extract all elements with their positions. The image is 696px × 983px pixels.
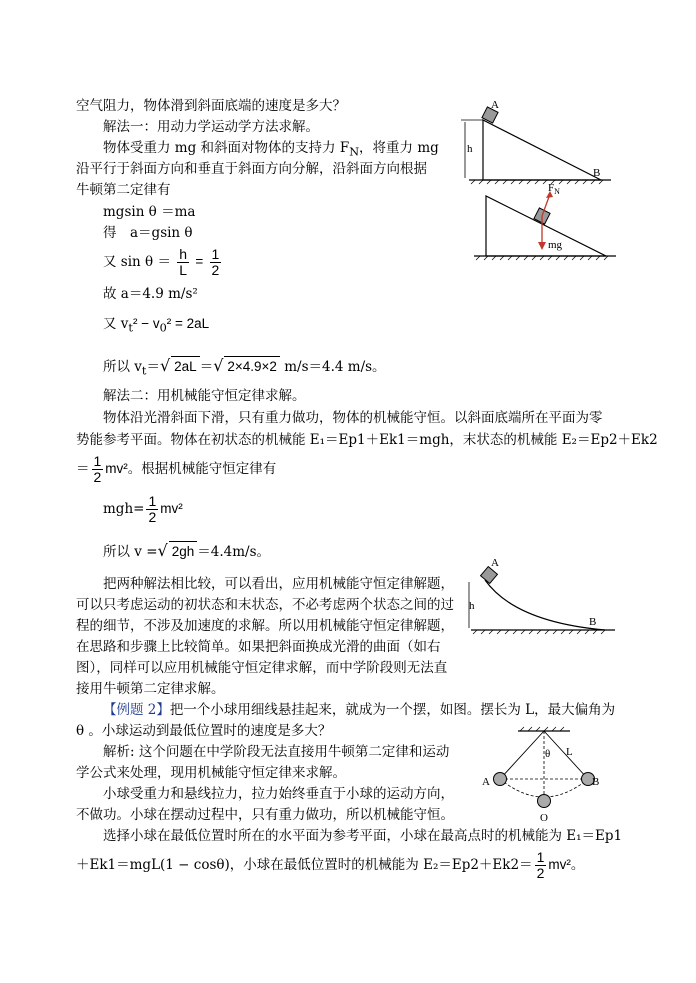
label-h: h [469,600,475,612]
text-span: ＋Ek1＝mgL(1 − cosθ)，小球在最低位置时的机械能为 E₂＝Ep2＋Ek2＝ [76,857,533,873]
text-span: 。 [570,857,585,873]
text-line: 牛顿第二定律有 [76,182,171,198]
text-span: ＝ [146,359,160,375]
text-line: 图），同样可以应用机械能守恒定律求解，而中学阶段则无法直 [76,660,448,676]
numerator: 1 [536,849,545,865]
pendulum-figure [470,723,620,823]
equation-1: mgsin θ ＝ma [103,204,196,220]
radical-sign: √ [159,356,171,375]
equation-2: 得 a＝gsin θ [103,225,193,241]
label-L: L [566,746,573,758]
text-line [76,848,584,882]
text-span: ＝ [76,461,90,477]
text-line: 学公式来处理，现用机械能守恒定律来求解。 [76,765,346,781]
subscript: N [349,145,360,159]
incline-figure [455,96,615,188]
example-2-line [103,700,615,720]
ground-hatch [476,256,608,260]
text-span: ² − v [132,316,160,331]
numerator: 1 [148,493,157,509]
fraction [535,850,547,881]
subscript: t [128,321,133,335]
denominator: L [179,262,188,278]
denominator: 2 [148,509,157,525]
block [481,567,498,584]
denominator: 2 [93,469,102,485]
text-line [76,452,276,486]
text-line: 沿平行于斜面方向和垂直于斜面方向分解，沿斜面方向根据 [76,161,427,177]
text-span: = [195,254,204,269]
label-B: B [593,167,601,179]
equation-8 [103,541,270,562]
label-FN: $F_N$ [548,182,560,196]
radicand: 2×4.9×2 [224,356,280,377]
label-B: B [589,616,597,628]
label-theta: θ [545,748,551,760]
text-line: 物体沿光滑斜面下滑，只有重力做功，物体的机械能守恒。以斜面底端所在平面为零 [103,410,603,426]
ball-A [494,773,507,786]
curve-path [485,580,605,630]
numerator: h [179,246,188,262]
text-line: 接用牛顿第二定律求解。 [76,681,225,697]
text-span: ＝4.4m/s。 [197,544,271,560]
text-line: 小球受重力和悬线拉力，拉力始终垂直于小球的运动方向， [103,786,454,802]
text-span: ，将重力 mg [359,140,439,156]
text-span: 物体受重力 mg 和斜面对物体的支持力 F [103,140,350,156]
text-line: 可以只考虑运动的初状态和末状态，不必考虑两个状态之间的过 [76,597,454,613]
fraction [146,494,158,525]
radicand: 2gh [169,541,198,562]
numerator: 1 [211,246,220,262]
label-mg: mg [548,239,563,251]
label-O: O [540,812,548,823]
text-line: 解析: 这个问题在中学阶段无法直接用牛顿第二定律和运动 [103,744,450,760]
text-line: 空气阻力，物体滑到斜面底端的速度是多大？ [76,98,346,114]
text-span: 所以 v = [103,544,158,560]
text-line: 不做功。小球在摆动过程中，只有重力做功，所以机械能守恒。 [76,807,454,823]
text-line: 解法二：用机械能守恒定律求解。 [103,388,306,404]
text-span: mgh= [103,501,145,517]
text-line: 在思路和步骤上比较简单。如果把斜面换成光滑的曲面（如右 [76,639,441,655]
ball-O [538,795,551,808]
radicand: 2aL [171,356,200,377]
text-span: mv² [105,461,128,476]
text-line: θ 。小球运动到最低位置时的速度是多大？ [76,723,332,739]
label-A: A [482,776,490,788]
subscript: 0 [159,321,167,335]
text-line: 解法一：用动力学运动学方法求解。 [103,119,319,135]
equation-7 [103,492,183,526]
incline-triangle [483,120,601,180]
fraction [92,454,104,485]
equation-5 [103,314,209,339]
text-span: 所以 v [103,359,142,375]
text-span: 又 v [103,316,129,332]
text-span: mv² [160,501,183,516]
fraction [177,247,189,278]
radical-sign: √ [213,356,224,375]
example-tag: 【例题 2】 [103,702,170,718]
label-B: B [592,776,600,788]
text-line: 把两种解法相比较，可以看出，应用机械能守恒定律解题， [103,576,454,592]
denominator: 2 [211,262,220,278]
text-span: mv² [548,857,571,872]
denominator: 2 [536,865,545,881]
equation-3 [103,244,223,280]
label-A: A [491,99,499,111]
label-h: h [467,143,473,155]
equation-4: 故 a＝4.9 m/s² [103,286,198,302]
numerator: 1 [93,453,102,469]
text-span: 把一个小球用细线悬挂起来，就成为一个摆，如图。摆长为 L，最大偏角为 [169,702,616,718]
text-span: ² = 2aL [166,316,210,331]
text-span: 。根据机械能守恒定律有 [127,461,277,477]
string-A [500,731,544,779]
text-span: 又 sin θ ＝ [103,254,171,270]
equation-6 [103,356,386,382]
text-line: 势能参考平面。物体在初状态的机械能 E₁＝Ep1＋Ek1＝mgh，末状态的机械能 E₂＝Ep2＋Ek2 [76,432,658,448]
fraction [210,247,222,278]
label-A: A [491,558,499,569]
text-span: m/s＝4.4 m/s。 [279,359,386,375]
force-figure [470,180,620,262]
subscript: t [141,364,147,378]
curve-figure [455,558,620,638]
text-line: 选择小球在最低位置时所在的水平面为参考平面，小球在最高点时的机械能为 E₁＝Ep1 [103,828,623,844]
text-span: ＝ [199,359,214,375]
radical-sign: √ [157,541,168,560]
text-line: 程的细节，不涉及加速度的求解。所以用机械能守恒定律解题， [76,618,454,634]
